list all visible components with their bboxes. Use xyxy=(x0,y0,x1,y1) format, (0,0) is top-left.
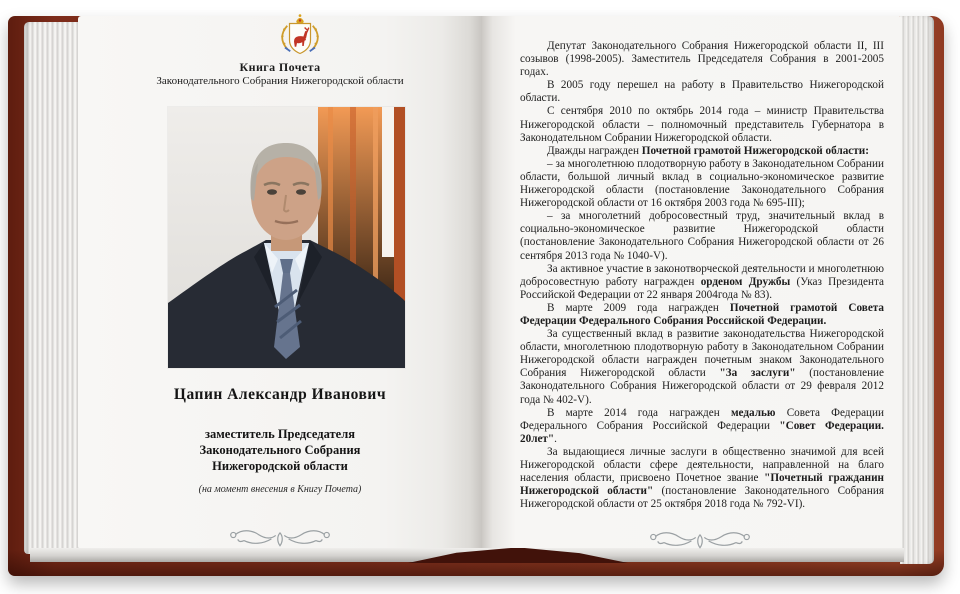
entry-note: (на момент внесения в Книгу Почета) xyxy=(198,484,362,495)
position-line-1: заместитель Председателя xyxy=(205,427,355,441)
page-stack-right-edge xyxy=(900,16,934,564)
person-position xyxy=(88,426,472,474)
flourish-ornament-icon xyxy=(640,528,760,552)
book-title: Книга Почета xyxy=(239,60,321,74)
flourish-ornament-icon xyxy=(220,526,340,550)
coat-of-arms-icon xyxy=(277,13,323,61)
portrait-photo xyxy=(168,107,405,368)
page-stack-left-edge xyxy=(24,22,80,554)
position-line-2: Законодательного Собрания xyxy=(199,443,361,457)
right-page xyxy=(482,16,902,548)
book-subtitle: Законодательного Собрания Нижегородской области xyxy=(156,75,404,87)
position-line-3: Нижегородской области xyxy=(212,459,348,473)
person-name: Цапин Александр Иванович xyxy=(173,386,387,403)
biography-text: Депутат Законодательного Собрания Нижегородской области II, III созывов (1998-2005). Заместитель Председателя Собрания в 2001-2005 годах. В 2005 году перешел на работу в Правительство Нижегородской области. С сентября 2010 по октябрь 2014 года – министр Правительства Нижегородской области – полномочный представитель Губернатора в Законодательном Собрании Нижегородской области. Дважды награжден Почетной грамотой Нижегородской области: – за многолетнюю плодотворную работу в Законодательном Собрании области, большой личный вклад в социально-экономическое развитие Нижегородской области (постановление Законодательного Собрания Нижегородской области от 16 октября 2003 года № 695-III); – за многолетний добросовестный труд, значительный вклад в социально-экономическое развитие Нижегородской области (постановление Законодательного Собрания Нижегородской области от 26 сентября 2013 года № 1040-V). За активное участие в законотворческой деятельности и многолетнюю добросовестную работу награжден орденом Дружбы (Указ Президента Российской Федерации от 22 января 2004года № 83). В марте 2009 года награжден Почетной грамотой Совета Федерации Федерального Собрания Российской Федерации. За существенный вклад в развитие законодательства Нижегородской области, многолетнюю плодотворную работу в Законодательном Собрании Нижегородской области награжден почетным знаком Законодательного Собрания Нижегородской области "За заслуги" (постановление Законодательного Собрания Нижегородской области от 29 февраля 2012 года № 402-V). В марте 2014 года награжден медалью Совета Федерации Федерального Собрания Российской Федерации "Совет Федерации. 20лет". За выдающиеся личные заслуги в общественно значимой для всей Нижегородской области сфере деятельности, направленной на благо населения области, присвоено Почетное звание "Почетный гражданин Нижегородской области" (постановление Законодательного Собрания Нижегородской области от 25 октября 2018 года № 792-VI). xyxy=(520,40,885,511)
left-page xyxy=(78,16,482,548)
